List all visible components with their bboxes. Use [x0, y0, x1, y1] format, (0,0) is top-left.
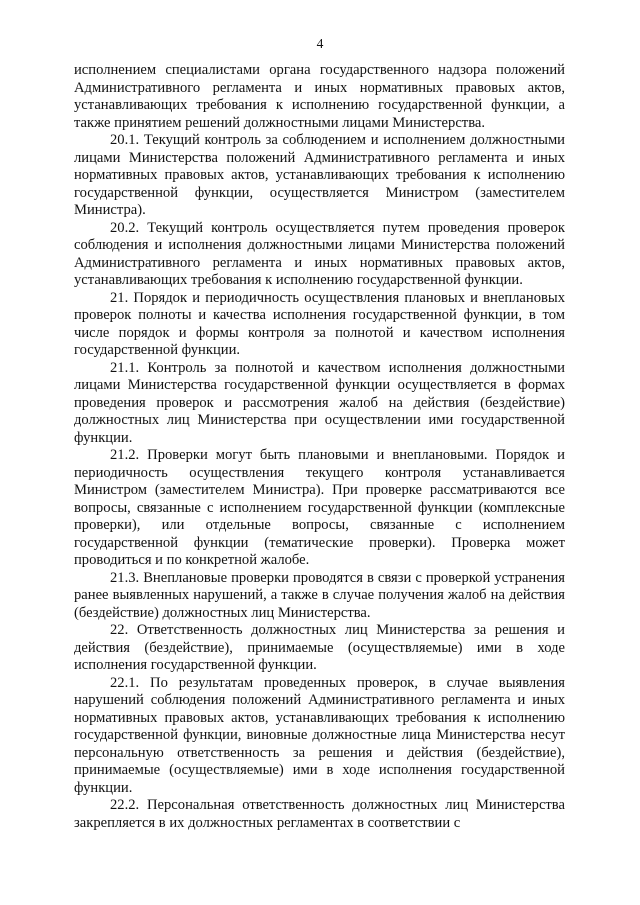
paragraph-continuation: исполнением специалистами органа государственного надзора положений Административного регламента и иных нормативных правовых актов, устанавливающих требования к исполнению государственной функции, а также принятием решений должностными лицами Министерства.	[74, 62, 565, 131]
paragraph-20-1: 20.1. Текущий контроль за соблюдением и исполнением должностными лицами Министерства положений Административного регламента и иных нормативных правовых актов, устанавливающих требования к исполнению государственной функции, осуществляется Министром (заместителем Министра).	[74, 132, 565, 218]
paragraph-21-2: 21.2. Проверки могут быть плановыми и внеплановыми. Порядок и периодичность осуществления текущего контроля устанавливается Министром (заместителем Министра). При проверке рассматриваются все вопросы, связанные с исполнением государственной функции (комплексные проверки), или отдельные вопросы, связанные с исполнением государственной функции (тематические проверки). Проверка может проводиться и по конкретной жалобе.	[74, 447, 565, 568]
paragraph-21: 21. Порядок и периодичность осуществления плановых и внеплановых проверок полноты и качества исполнения государственной функции, в том числе порядок и формы контроля за полнотой и качеством исполнения государственной функции.	[74, 289, 565, 358]
paragraph-21-1: 21.1. Контроль за полнотой и качеством исполнения должностными лицами Министерства государственной функции осуществляется в формах проведения проверок и рассмотрения жалоб на действия (бездействие) должностных лиц Министерства при осуществлении ими государственной функции.	[74, 359, 565, 446]
paragraph-21-3: 21.3. Внеплановые проверки проводятся в связи с проверкой устранения ранее выявленных нарушений, а также в случае получения жалоб на действия (бездействие) должностных лиц Министерства.	[74, 569, 565, 621]
document-body	[74, 62, 565, 832]
paragraph-22-1: 22.1. По результатам проведенных проверок, в случае выявления нарушений соблюдения положений Административного регламента и иных нормативных правовых актов, устанавливающих требования к исполнению государственной функции, виновные должностные лица Министерства несут персональную ответственность за решения и действия (бездействие), принимаемые (осуществляемые) ими в ходе исполнения государственной функции.	[74, 674, 565, 796]
paragraph-22: 22. Ответственность должностных лиц Министерства за решения и действия (бездействие), принимаемые (осуществляемые) ими в ходе исполнения государственной функции.	[74, 622, 565, 673]
paragraph-22-2: 22.2. Персональная ответственность должностных лиц Министерства закрепляется в их должностных регламентах в соответствии с	[74, 797, 565, 831]
paragraph-20-2: 20.2. Текущий контроль осуществляется путем проведения проверок соблюдения и исполнения должностными лицами Министерства положений Административного регламента и иных нормативных правовых актов, устанавливающих требования к исполнению государственной функции.	[74, 219, 565, 288]
page-number: 4	[316, 36, 324, 51]
